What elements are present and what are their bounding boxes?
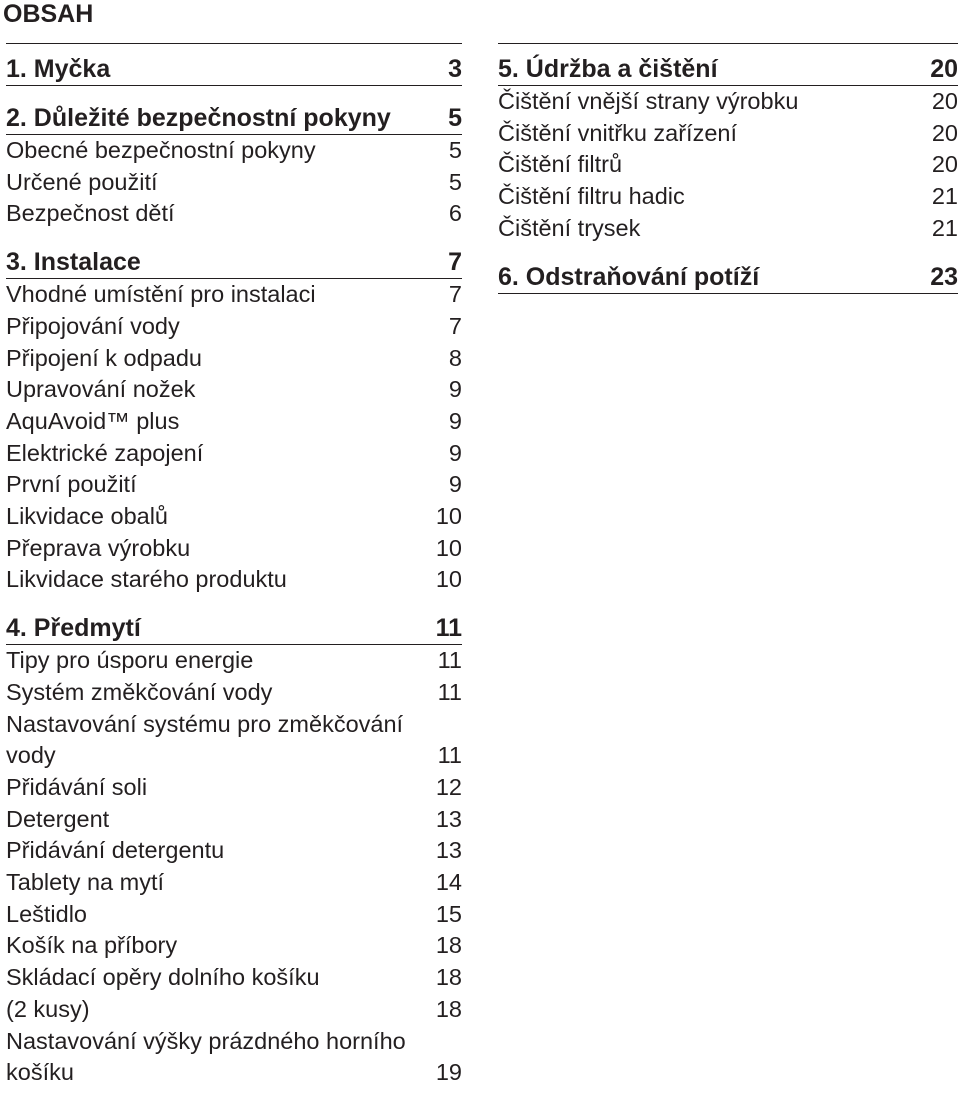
entry-page-number: 11 xyxy=(437,647,462,674)
entry-title: Bezpečnost dětí xyxy=(6,200,175,227)
toc-entry[interactable] xyxy=(6,279,462,311)
entry-title: Leštidlo xyxy=(6,900,87,927)
entry-page-number: 13 xyxy=(435,837,462,864)
toc-section-heading[interactable] xyxy=(6,246,462,279)
entry-title: Tablety na mytí xyxy=(6,869,165,896)
entry-title: Vhodné umístění pro instalaci xyxy=(6,281,316,308)
entry-page-number: 11 xyxy=(437,678,462,705)
toc-entry[interactable] xyxy=(498,213,958,245)
entry-page-number: 21 xyxy=(931,183,958,210)
entry-title: Detergent xyxy=(6,805,110,832)
entry-page-number: 18 xyxy=(435,995,462,1022)
section-page-number: 20 xyxy=(930,55,958,83)
entry-page-number: 20 xyxy=(931,88,958,114)
entry-title: Čištění vnitřku zařízení xyxy=(498,119,738,146)
entry-page-number: 9 xyxy=(448,407,462,434)
toc-entry[interactable] xyxy=(498,86,958,118)
toc-entry[interactable] xyxy=(6,899,462,931)
section-page-number: 11 xyxy=(435,614,462,643)
toc-entry[interactable] xyxy=(6,343,462,375)
entry-title: Přeprava výrobku xyxy=(6,534,191,561)
entry-page-number: 5 xyxy=(448,137,462,163)
entry-title: Systém změkčování vody xyxy=(6,678,273,705)
entry-page-number: 20 xyxy=(931,151,958,178)
entry-page-number: 9 xyxy=(448,439,462,466)
entry-title: Elektrické zapojení xyxy=(6,439,204,466)
toc-column-left xyxy=(6,43,462,1105)
toc-entry[interactable] xyxy=(6,135,462,167)
toc-section xyxy=(6,102,462,230)
toc-entry[interactable] xyxy=(6,406,462,438)
toc-entry[interactable] xyxy=(6,962,462,994)
entry-title: (2 kusy) xyxy=(6,995,90,1022)
section-title: 2. Důležité bezpečnostní pokyny xyxy=(6,104,391,132)
entry-title: Obecné bezpečnostní pokyny xyxy=(6,137,316,163)
entry-title: Přidávání detergentu xyxy=(6,837,225,864)
entry-page-number: 5 xyxy=(448,168,462,195)
toc-entry[interactable] xyxy=(6,438,462,470)
entry-title: Skládací opěry dolního košíku xyxy=(6,964,320,991)
toc-entry[interactable] xyxy=(6,469,462,501)
entry-title: Čištění trysek xyxy=(498,214,641,241)
toc-entry[interactable] xyxy=(498,149,958,181)
entry-title: Tipy pro úsporu energie xyxy=(6,647,254,674)
entry-page-number: 14 xyxy=(435,869,462,896)
toc-section xyxy=(498,261,958,294)
toc-entry[interactable] xyxy=(6,867,462,899)
entry-title: Čištění filtru hadic xyxy=(498,183,685,210)
toc-item-list xyxy=(6,645,462,1089)
entry-title: Připojování vody xyxy=(6,312,180,339)
toc-section xyxy=(498,53,958,245)
toc-entry[interactable] xyxy=(6,930,462,962)
entry-page-number: 10 xyxy=(435,503,462,530)
toc-entry[interactable] xyxy=(6,709,462,772)
entry-title: Likvidace obalů xyxy=(6,503,168,530)
entry-title: První použití xyxy=(6,471,137,498)
entry-title: Likvidace starého produktu xyxy=(6,566,287,593)
toc-entry[interactable] xyxy=(6,167,462,199)
section-page-number: 23 xyxy=(930,262,958,291)
entry-page-number: 12 xyxy=(435,773,462,800)
entry-page-number: 8 xyxy=(448,344,462,371)
entry-title: Připojení k odpadu xyxy=(6,344,202,371)
section-page-number: 3 xyxy=(448,55,462,83)
toc-entry[interactable] xyxy=(6,835,462,867)
entry-page-number: 18 xyxy=(435,932,462,959)
entry-page-number: 6 xyxy=(448,200,462,227)
section-title: 4. Předmytí xyxy=(6,614,141,643)
toc-column-right xyxy=(498,43,958,310)
entry-title: Čištění filtrů xyxy=(498,151,623,178)
toc-entry[interactable] xyxy=(6,533,462,565)
entry-page-number: 15 xyxy=(435,900,462,927)
toc-entry[interactable] xyxy=(498,118,958,150)
toc-section xyxy=(6,612,462,1089)
toc-section-heading[interactable] xyxy=(6,102,462,135)
entry-title: Nastavování systému pro změkčování vody xyxy=(6,710,404,769)
entry-title: Upravování nožek xyxy=(6,376,196,403)
section-title: 3. Instalace xyxy=(6,248,141,277)
toc-section-heading[interactable] xyxy=(498,261,958,294)
entry-title: Nastavování výšky prázdného horního košíku xyxy=(6,1027,406,1086)
entry-page-number: 7 xyxy=(448,281,462,308)
toc-entry[interactable] xyxy=(498,181,958,213)
entry-title: Čištění vnější strany výrobku xyxy=(498,88,799,114)
entry-title: Určené použití xyxy=(6,168,158,195)
section-page-number: 5 xyxy=(448,104,462,132)
toc-entry[interactable] xyxy=(6,311,462,343)
toc-entry[interactable] xyxy=(6,198,462,230)
toc-section-heading[interactable] xyxy=(498,53,958,86)
entry-page-number: 10 xyxy=(435,566,462,593)
entry-page-number: 9 xyxy=(448,376,462,403)
toc-entry[interactable] xyxy=(6,804,462,836)
section-page-number: 7 xyxy=(448,248,462,277)
toc-entry[interactable] xyxy=(6,772,462,804)
toc-entry[interactable] xyxy=(6,994,462,1026)
entry-page-number: 21 xyxy=(931,214,958,241)
entry-page-number: 19 xyxy=(435,1059,462,1086)
entry-title: Košík na příbory xyxy=(6,932,178,959)
section-title: 6. Odstraňování potíží xyxy=(498,262,760,291)
toc-entry[interactable] xyxy=(6,1026,462,1089)
entry-title: AquAvoid™ plus xyxy=(6,407,180,434)
toc-section xyxy=(6,53,462,86)
toc-entry[interactable] xyxy=(6,501,462,533)
page-title: OBSAH xyxy=(3,0,94,28)
entry-page-number: 9 xyxy=(448,471,462,498)
toc-item-list xyxy=(6,135,462,230)
toc-item-list xyxy=(6,279,462,596)
toc-entry[interactable] xyxy=(6,564,462,596)
entry-title: Přidávání soli xyxy=(6,773,148,800)
toc-item-list xyxy=(498,86,958,245)
toc-entry[interactable] xyxy=(6,645,462,677)
entry-page-number: 10 xyxy=(435,534,462,561)
entry-page-number: 18 xyxy=(435,964,462,991)
section-title: 1. Myčka xyxy=(6,55,111,83)
toc-section-heading[interactable] xyxy=(6,53,462,86)
toc-section-heading[interactable] xyxy=(6,612,462,645)
toc-entry[interactable] xyxy=(6,374,462,406)
entry-page-number: 7 xyxy=(448,312,462,339)
toc-section xyxy=(6,246,462,596)
section-title: 5. Údržba a čištění xyxy=(498,55,718,83)
toc-entry[interactable] xyxy=(6,677,462,709)
entry-page-number: 20 xyxy=(931,119,958,146)
entry-page-number: 11 xyxy=(437,742,462,769)
entry-page-number: 13 xyxy=(435,805,462,832)
